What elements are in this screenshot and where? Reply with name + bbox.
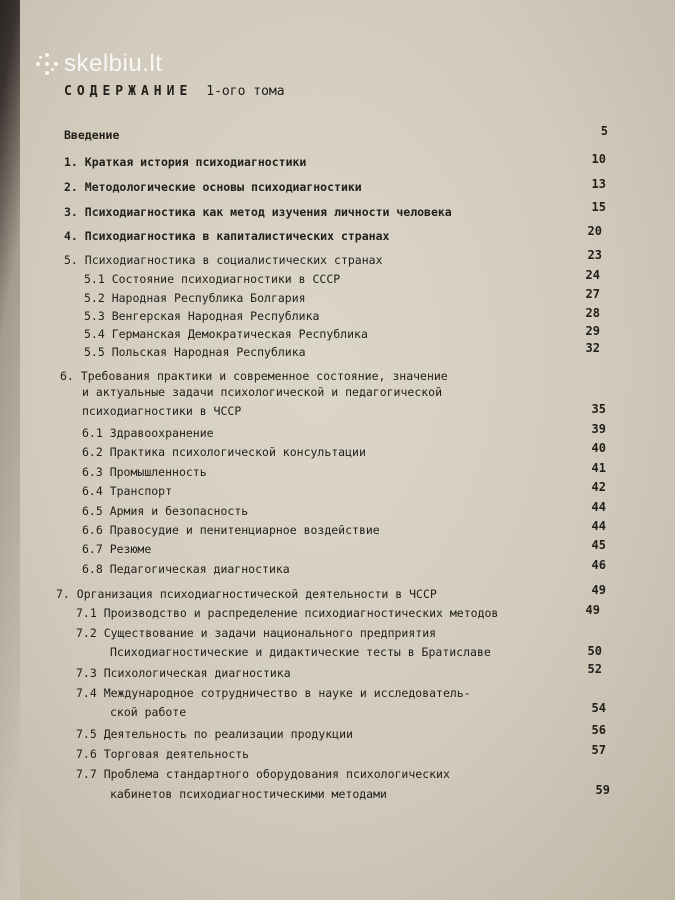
toc-entry xyxy=(82,504,248,518)
toc-entry-number: 6.8 xyxy=(82,562,110,576)
toc-entry-number: 6.3 xyxy=(82,465,110,479)
toc-entry-number: 6.5 xyxy=(82,504,110,518)
toc-entry-text: Народная Республика Болгария xyxy=(111,291,306,305)
toc-entry xyxy=(56,587,437,601)
toc-entry-page: 40 xyxy=(591,441,606,455)
toc-entry-number: 7.1 xyxy=(76,606,104,620)
toc-entry-text: ской работе xyxy=(110,705,187,719)
toc-entry xyxy=(64,128,119,142)
toc-entry xyxy=(84,272,340,286)
toc-entry-page: 45 xyxy=(591,538,606,552)
toc-entry xyxy=(76,767,450,781)
toc-entry xyxy=(76,626,436,640)
toc-entry-number: 6.6 xyxy=(82,523,110,537)
toc-entry-text: Психодиагностика как метод изучения личности человека xyxy=(84,205,452,219)
toc-entry xyxy=(84,327,368,341)
toc-entry-page: 57 xyxy=(591,743,606,757)
toc-heading: СОДЕРЖАНИЕ xyxy=(64,84,193,99)
toc-entry-page: 41 xyxy=(591,461,606,475)
toc-entry xyxy=(82,562,290,576)
toc-entry xyxy=(76,666,291,680)
toc-entry-text: Педагогическая диагностика xyxy=(109,562,290,576)
toc-entry-text: Психодиагностика в социалистических странах xyxy=(84,253,383,267)
toc-entry-number: 5.3 xyxy=(84,309,112,323)
toc-entry xyxy=(110,645,491,659)
toc-entry-number: 7.2 xyxy=(76,626,104,640)
toc-entry-number: 2. xyxy=(64,180,85,194)
toc-entry xyxy=(82,465,207,479)
toc-entry-page: 20 xyxy=(587,224,602,238)
toc-entry-page: 28 xyxy=(585,306,600,320)
toc-entry xyxy=(64,229,389,243)
toc-entry xyxy=(82,404,241,418)
toc-entry xyxy=(84,345,306,359)
toc-entry-text: Методологические основы психодиагностики xyxy=(84,180,362,194)
toc-entry xyxy=(82,426,214,440)
toc-entry xyxy=(76,606,498,620)
toc-entry-number: 4. xyxy=(64,229,85,243)
toc-entry xyxy=(76,747,249,761)
toc-entry-number: 6.2 xyxy=(82,445,110,459)
toc-entry-text: Психологическая диагностика xyxy=(103,666,291,680)
toc-entry-number: 6.4 xyxy=(82,484,110,498)
toc-entry xyxy=(82,385,442,399)
toc-entry xyxy=(60,369,448,383)
toc-entry-page: 49 xyxy=(591,583,606,597)
toc-entry-page: 50 xyxy=(587,644,602,658)
toc-entry-page: 39 xyxy=(591,422,606,436)
toc-entry-number: 6.7 xyxy=(82,542,110,556)
toc-subtitle: 1-ого тома xyxy=(206,84,285,99)
toc-entry-page: 23 xyxy=(587,248,602,262)
toc-entry-page: 29 xyxy=(585,324,600,338)
toc-entry xyxy=(82,484,172,498)
toc-entry-page: 35 xyxy=(591,402,606,416)
toc-entry xyxy=(82,445,366,459)
toc-entry-text: Армия и безопасность xyxy=(109,504,249,518)
toc-entry-text: Торговая деятельность xyxy=(103,747,250,761)
toc-entry-page: 32 xyxy=(585,341,600,355)
toc-entry-number: 7.4 xyxy=(76,686,104,700)
toc-entry-text: психодиагностики в ЧССР xyxy=(82,404,242,418)
toc-entry-text: Практика психологической консультации xyxy=(109,445,366,459)
toc-entry-text: Состояние психодиагностики в СССР xyxy=(111,272,341,286)
toc-entry-page: 44 xyxy=(591,519,606,533)
toc-entry xyxy=(84,309,319,323)
toc-entry xyxy=(76,686,471,700)
toc-entry-text: Международное сотрудничество в науке и исследователь- xyxy=(103,686,471,700)
toc-entry-number: 7. xyxy=(56,587,77,601)
toc-entry xyxy=(64,155,306,169)
toc-entry-page: 15 xyxy=(591,200,606,214)
toc-entry-text: Требования практики и современное состояние, значение xyxy=(80,369,448,383)
toc-entry-number: 6.1 xyxy=(82,426,110,440)
toc-entry xyxy=(82,523,380,537)
toc-entry xyxy=(84,291,306,305)
toc-entry-number: 5.2 xyxy=(84,291,112,305)
toc-entry-number: 5. xyxy=(64,253,85,267)
toc-entry-text: кабинетов психодиагностическими методами xyxy=(110,787,387,801)
toc-entry-text: Психодиагностические и дидактические тесты в Братиславе xyxy=(110,645,491,659)
toc-entry-number: 7.5 xyxy=(76,727,104,741)
toc-entry-text: Транспорт xyxy=(109,484,173,498)
toc-entry-number: 3. xyxy=(64,205,85,219)
toc-entry-page: 56 xyxy=(591,723,606,737)
toc-entry-text: Германская Демократическая Республика xyxy=(111,327,368,341)
toc-entry-text: Введение xyxy=(64,128,120,142)
toc-entry-number: 5.4 xyxy=(84,327,112,341)
toc-entry-page: 49 xyxy=(585,603,600,617)
toc-entry-text: и актуальные задачи психологической и педагогической xyxy=(82,385,443,399)
toc-entry-page: 46 xyxy=(591,558,606,572)
toc-entry xyxy=(64,180,362,194)
toc-entry-number: 7.7 xyxy=(76,767,104,781)
watermark-text: skelbiu.lt xyxy=(64,50,163,77)
toc-entry-page: 52 xyxy=(587,662,602,676)
toc-entry-number: 7.6 xyxy=(76,747,104,761)
toc-entry-page: 42 xyxy=(591,480,606,494)
toc-entry-page: 13 xyxy=(591,177,606,191)
toc-entry-text: Проблема стандартного оборудования психологических xyxy=(103,767,450,781)
toc-entry-page: 59 xyxy=(595,783,610,797)
toc-entry xyxy=(76,727,353,741)
toc-entry xyxy=(64,253,383,267)
toc-entry-page: 10 xyxy=(591,152,606,166)
toc-entry-page: 24 xyxy=(585,268,600,282)
toc-entry xyxy=(110,705,186,719)
toc-entry-page: 44 xyxy=(591,500,606,514)
toc-entry-text: Здравоохранение xyxy=(109,426,214,440)
toc-entry-text: Организация психодиагностической деятельности в ЧССР xyxy=(76,587,437,601)
toc-entry-number: 7.3 xyxy=(76,666,104,680)
toc-entry-number: 5.5 xyxy=(84,345,112,359)
toc-entry-number: 6. xyxy=(60,369,81,383)
toc-entry xyxy=(82,542,151,556)
toc-entry-text: Деятельность по реализации продукции xyxy=(103,727,353,741)
toc-entry-number: 5.1 xyxy=(84,272,112,286)
toc-entry xyxy=(64,205,452,219)
toc-entry-text: Краткая история психодиагностики xyxy=(84,155,307,169)
toc-entry-text: Польская Народная Республика xyxy=(111,345,306,359)
toc-entry-text: Существование и задачи национального предприятия xyxy=(103,626,437,640)
toc-entry-number: 1. xyxy=(64,155,85,169)
toc-entry-text: Промышленность xyxy=(109,465,207,479)
toc-entry-text: Производство и распределение психодиагностических методов xyxy=(103,606,499,620)
toc-entry-page: 54 xyxy=(591,701,606,715)
toc-entry xyxy=(110,787,387,801)
toc-entry-page: 27 xyxy=(585,287,600,301)
toc-entry-page: 5 xyxy=(600,124,608,138)
toc-entry-text: Резюме xyxy=(109,542,152,556)
toc-entry-text: Правосудие и пенитенциарное воздействие xyxy=(109,523,380,537)
toc-entry-text: Венгерская Народная Республика xyxy=(111,309,320,323)
toc-entry-text: Психодиагностика в капиталистических странах xyxy=(84,229,390,243)
